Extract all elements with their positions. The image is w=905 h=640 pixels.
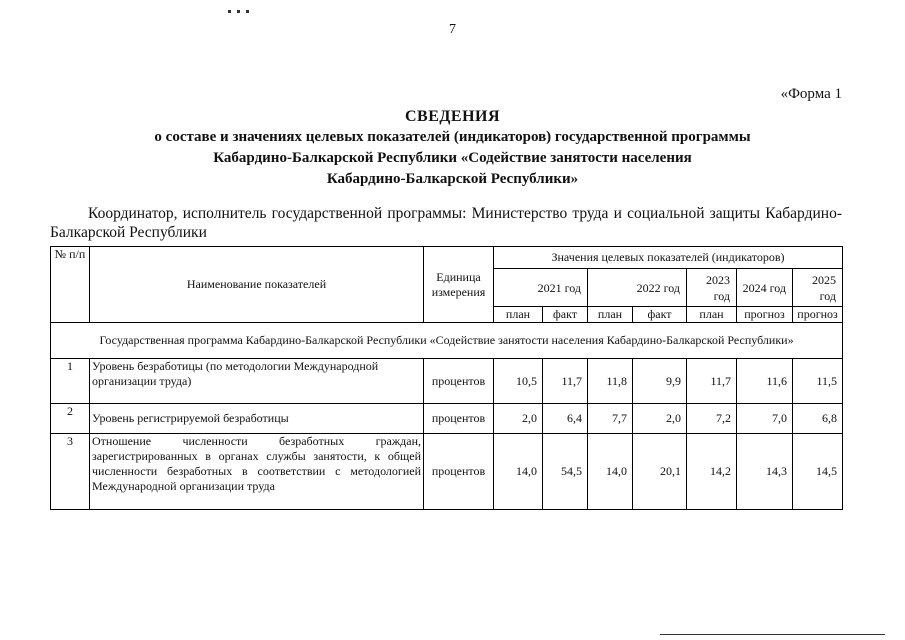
row-name: Уровень регистрируемой безработицы — [90, 404, 424, 434]
header-year-2025: 2025 год — [793, 269, 843, 307]
row-value: 6,8 — [793, 404, 843, 434]
row-value: 14,5 — [793, 434, 843, 510]
page-footer-line — [660, 634, 885, 635]
sub-header: план — [687, 307, 737, 323]
header-name: Наименование показателей — [90, 247, 424, 323]
row-value: 14,3 — [737, 434, 793, 510]
row-value: 2,0 — [494, 404, 543, 434]
table-row — [51, 359, 843, 404]
row-name: Отношение численности безработных граждан, зарегистрированных в органах службы занятости, к общей численности безработных в соответствии с методологией Международной организации труда — [90, 434, 424, 510]
header-values-group: Значения целевых показателей (индикаторов) — [494, 247, 843, 269]
row-value: 11,5 — [793, 359, 843, 404]
table-row — [51, 434, 843, 510]
indicators-table — [50, 246, 843, 510]
table-row — [51, 404, 843, 434]
row-unit: процентов — [424, 434, 494, 510]
row-value: 14,0 — [494, 434, 543, 510]
row-value: 11,7 — [543, 359, 588, 404]
document-title — [0, 106, 905, 190]
row-value: 11,6 — [737, 359, 793, 404]
row-value: 7,2 — [687, 404, 737, 434]
row-value: 2,0 — [633, 404, 687, 434]
row-name: Уровень безработицы (по методологии Международной организации труда) — [90, 359, 424, 404]
row-number: 2 — [51, 404, 90, 434]
header-year-2024: 2024 год — [737, 269, 793, 307]
header-unit: Единица измерения — [424, 247, 494, 323]
row-value: 14,2 — [687, 434, 737, 510]
row-value: 9,9 — [633, 359, 687, 404]
title-main: СВЕДЕНИЯ — [404, 108, 501, 125]
sub-header: план — [494, 307, 543, 323]
row-value: 10,5 — [494, 359, 543, 404]
form-label: «Форма 1 — [780, 86, 842, 102]
row-unit: процентов — [424, 404, 494, 434]
row-value: 7,7 — [588, 404, 633, 434]
row-number: 3 — [51, 434, 90, 510]
row-value: 11,7 — [687, 359, 737, 404]
sub-header: факт — [633, 307, 687, 323]
header-year-2022: 2022 год — [588, 269, 687, 307]
title-line-2: Кабардино-Балкарской Республики «Содействие занятости населения — [213, 150, 692, 166]
row-value: 54,5 — [543, 434, 588, 510]
header-year-2021: 2021 год — [494, 269, 588, 307]
row-value: 20,1 — [633, 434, 687, 510]
sub-header: прогноз — [737, 307, 793, 323]
header-year-2023: 2023 год — [687, 269, 737, 307]
row-value: 11,8 — [588, 359, 633, 404]
title-line-1: о составе и значениях целевых показателей (индикаторов) государственной программы — [154, 129, 751, 145]
sub-header: прогноз — [793, 307, 843, 323]
header-num: № п/п — [51, 247, 90, 323]
title-line-3: Кабардино-Балкарской Республики» — [326, 171, 579, 187]
row-value: 6,4 — [543, 404, 588, 434]
sub-header: факт — [543, 307, 588, 323]
top-crop-marks — [228, 0, 268, 3]
section-row: Государственная программа Кабардино-Балкарской Республики «Содействие занятости населения Кабардино-Балкарской Республики» — [51, 323, 843, 359]
row-unit: процентов — [424, 359, 494, 404]
coordinator-text: Координатор, исполнитель государственной программы: Министерство труда и социальной защиты Кабардино-Балкарской Республики — [50, 205, 842, 241]
row-number: 1 — [51, 359, 90, 404]
row-value: 14,0 — [588, 434, 633, 510]
row-value: 7,0 — [737, 404, 793, 434]
sub-header: план — [588, 307, 633, 323]
page-number: 7 — [449, 22, 456, 37]
